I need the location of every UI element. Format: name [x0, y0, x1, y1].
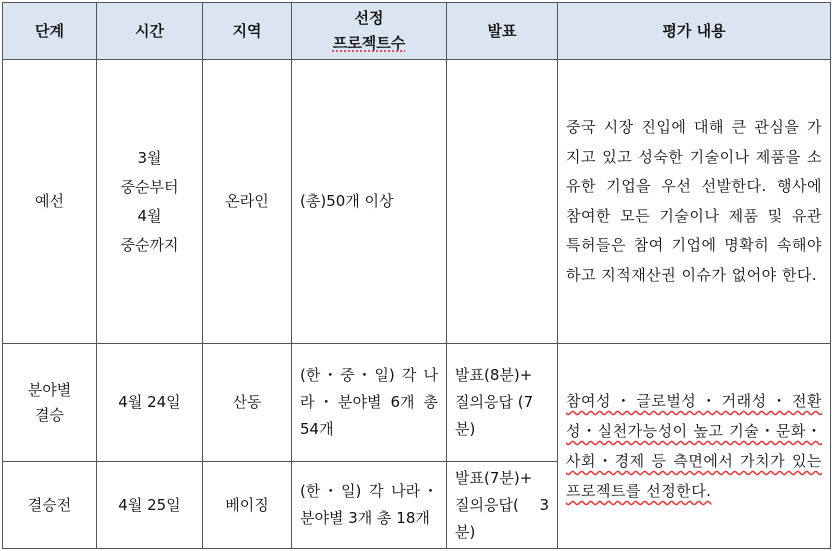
cell-presentation: [447, 60, 558, 344]
evaluation-text: 참여성・글로벌성・거래성・전환성・실천가능성이 높고 기술・문화・사회・경제 등 측면에서 가치가 있는 프로젝트를 선정한다.: [566, 392, 822, 500]
time-line: 중순까지: [120, 235, 179, 254]
time-line: 3월: [137, 148, 162, 167]
table-row-category-final: [3, 344, 831, 462]
time-line: 4월: [137, 206, 162, 225]
cell-selection: (한・일) 각 나라・분야별 3개 총 18개: [292, 462, 447, 549]
cell-region: 산동: [203, 344, 292, 462]
cell-stage: 결승전: [3, 462, 97, 549]
stage-line: 결승: [35, 405, 64, 424]
header-stage: 단계: [3, 3, 97, 60]
cell-time: [97, 60, 203, 344]
cell-region: 온라인: [203, 60, 292, 344]
cell-stage: [3, 344, 97, 462]
cell-stage: 예선: [3, 60, 97, 344]
cell-region: 베이징: [203, 462, 292, 549]
cell-selection: (한・중・일) 각 나라・분야별 6개 총 54개: [292, 344, 447, 462]
table-row-preliminary: [3, 60, 831, 344]
header-region: 지역: [203, 3, 292, 60]
cell-evaluation: 중국 시장 진입에 대해 큰 관심을 가지고 있고 성숙한 기술이나 제품을 소유한 기업을 우선 선발한다. 행사에 참여한 모든 기술이나 제품 및 유관 특허들은 참여 기업에 명확히 속해야 하고 지적재산권 이슈가 없어야 한다.: [558, 60, 831, 344]
header-time: 시간: [97, 3, 203, 60]
header-selection-line1: 선정: [354, 9, 384, 27]
cell-presentation: 발표(7분)+ 질의응답( 3분): [447, 462, 558, 549]
header-selection-line2: 프로젝트수: [332, 34, 406, 52]
header-presentation: 발표: [447, 3, 558, 60]
time-line: 중순부터: [120, 177, 179, 196]
stage-line: 분야별: [27, 380, 72, 399]
competition-schedule-table: [2, 2, 831, 549]
header-row: [3, 3, 831, 60]
header-evaluation: 평가 내용: [558, 3, 831, 60]
cell-evaluation-shared: [558, 344, 831, 549]
cell-time: 4월 25일: [97, 462, 203, 549]
cell-presentation: 발표(8분)+ 질의응답 (7분): [447, 344, 558, 462]
cell-selection: (총)50개 이상: [292, 60, 447, 344]
cell-time: 4월 24일: [97, 344, 203, 462]
header-selection: [292, 3, 447, 60]
